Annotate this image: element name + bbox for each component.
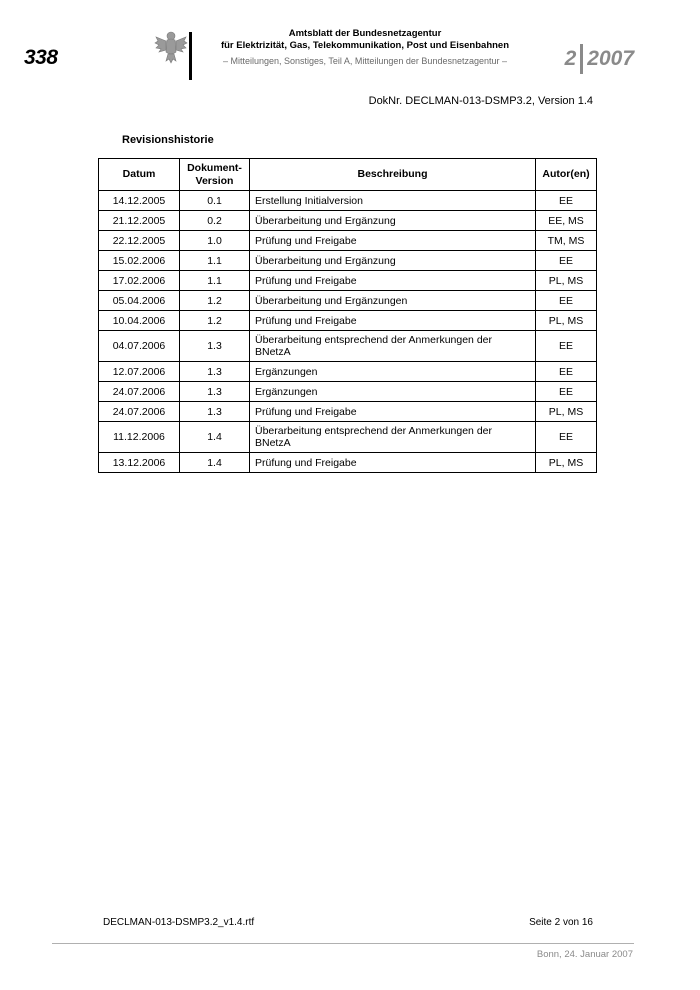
cell-authors: EE, MS bbox=[536, 211, 597, 231]
table-row bbox=[99, 211, 597, 231]
footer-file-name: DECLMAN-013-DSMP3.2_v1.4.rtf bbox=[103, 917, 255, 928]
table-row bbox=[99, 453, 597, 473]
cell-date: 11.12.2006 bbox=[99, 422, 180, 453]
table-row bbox=[99, 271, 597, 291]
cell-date: 14.12.2005 bbox=[99, 191, 180, 211]
cell-authors: EE bbox=[536, 382, 597, 402]
cell-date: 24.07.2006 bbox=[99, 402, 180, 422]
cell-version: 1.1 bbox=[180, 251, 250, 271]
table-row bbox=[99, 331, 597, 362]
cell-date: 04.07.2006 bbox=[99, 331, 180, 362]
revision-rows bbox=[99, 191, 597, 473]
cell-authors: PL, MS bbox=[536, 271, 597, 291]
federal-eagle-icon bbox=[153, 28, 189, 66]
cell-version: 1.4 bbox=[180, 453, 250, 473]
cell-description: Überarbeitung und Ergänzung bbox=[250, 251, 536, 271]
footer-date: Bonn, 24. Januar 2007 bbox=[536, 949, 633, 960]
cell-version: 1.0 bbox=[180, 231, 250, 251]
cell-authors: PL, MS bbox=[536, 402, 597, 422]
cell-authors: EE bbox=[536, 331, 597, 362]
cell-authors: EE bbox=[536, 362, 597, 382]
cell-date: 13.12.2006 bbox=[99, 453, 180, 473]
cell-version: 1.3 bbox=[180, 331, 250, 362]
cell-date: 21.12.2005 bbox=[99, 211, 180, 231]
header-date: Datum bbox=[99, 159, 180, 191]
publication-title: Amtsblatt der Bundesnetzagentur bbox=[288, 28, 442, 39]
document-number: DokNr. DECLMAN-013-DSMP3.2, Version 1.4 bbox=[368, 95, 593, 107]
cell-version: 1.2 bbox=[180, 311, 250, 331]
table-row bbox=[99, 251, 597, 271]
header-description: Beschreibung bbox=[250, 159, 536, 191]
footer-divider bbox=[52, 943, 634, 944]
issue-number: 2 bbox=[564, 47, 577, 70]
cell-authors: EE bbox=[536, 422, 597, 453]
cell-description: Prüfung und Freigabe bbox=[250, 231, 536, 251]
cell-authors: EE bbox=[536, 291, 597, 311]
table-row bbox=[99, 231, 597, 251]
page-number: 338 bbox=[24, 46, 58, 69]
cell-date: 17.02.2006 bbox=[99, 271, 180, 291]
publication-subtitle: für Elektrizität, Gas, Telekommunikation, Post und Eisenbahnen bbox=[220, 40, 510, 51]
header-version: Dokument-Version bbox=[180, 159, 250, 191]
cell-description: Prüfung und Freigabe bbox=[250, 311, 536, 331]
cell-description: Überarbeitung entsprechend der Anmerkungen der BNetzA bbox=[250, 331, 536, 362]
cell-version: 0.1 bbox=[180, 191, 250, 211]
cell-description: Erstellung Initialversion bbox=[250, 191, 536, 211]
table-row bbox=[99, 422, 597, 453]
cell-authors: TM, MS bbox=[536, 231, 597, 251]
cell-authors: EE bbox=[536, 191, 597, 211]
cell-authors: PL, MS bbox=[536, 311, 597, 331]
cell-date: 05.04.2006 bbox=[99, 291, 180, 311]
cell-description: Prüfung und Freigabe bbox=[250, 453, 536, 473]
cell-version: 1.3 bbox=[180, 362, 250, 382]
cell-description: Ergänzungen bbox=[250, 362, 536, 382]
cell-authors: EE bbox=[536, 251, 597, 271]
footer-page-info: Seite 2 von 16 bbox=[529, 917, 593, 928]
cell-description: Prüfung und Freigabe bbox=[250, 271, 536, 291]
cell-date: 24.07.2006 bbox=[99, 382, 180, 402]
cell-date: 22.12.2005 bbox=[99, 231, 180, 251]
cell-version: 1.4 bbox=[180, 422, 250, 453]
issue-label bbox=[565, 44, 634, 74]
cell-version: 1.3 bbox=[180, 382, 250, 402]
table-header-row bbox=[99, 159, 597, 191]
issue-divider bbox=[580, 44, 583, 74]
table-row bbox=[99, 402, 597, 422]
table-row bbox=[99, 362, 597, 382]
cell-date: 12.07.2006 bbox=[99, 362, 180, 382]
cell-description: Überarbeitung und Ergänzung bbox=[250, 211, 536, 231]
cell-description: Prüfung und Freigabe bbox=[250, 402, 536, 422]
header-divider bbox=[189, 32, 192, 80]
issue-year: 2007 bbox=[587, 47, 634, 70]
cell-date: 10.04.2006 bbox=[99, 311, 180, 331]
table-row bbox=[99, 291, 597, 311]
cell-authors: PL, MS bbox=[536, 453, 597, 473]
table-row bbox=[99, 311, 597, 331]
publication-section: – Mitteilungen, Sonstiges, Teil A, Mitteilungen der Bundesnetzagentur – bbox=[222, 56, 507, 66]
cell-description: Ergänzungen bbox=[250, 382, 536, 402]
cell-description: Überarbeitung und Ergänzungen bbox=[250, 291, 536, 311]
cell-version: 1.2 bbox=[180, 291, 250, 311]
cell-description: Überarbeitung entsprechend der Anmerkungen der BNetzA bbox=[250, 422, 536, 453]
cell-date: 15.02.2006 bbox=[99, 251, 180, 271]
section-title: Revisionshistorie bbox=[122, 134, 214, 146]
table-row bbox=[99, 382, 597, 402]
table-row bbox=[99, 191, 597, 211]
cell-version: 1.3 bbox=[180, 402, 250, 422]
header-authors: Autor(en) bbox=[536, 159, 597, 191]
publication-header bbox=[215, 28, 515, 68]
cell-version: 0.2 bbox=[180, 211, 250, 231]
cell-version: 1.1 bbox=[180, 271, 250, 291]
revision-history-table bbox=[98, 158, 597, 473]
